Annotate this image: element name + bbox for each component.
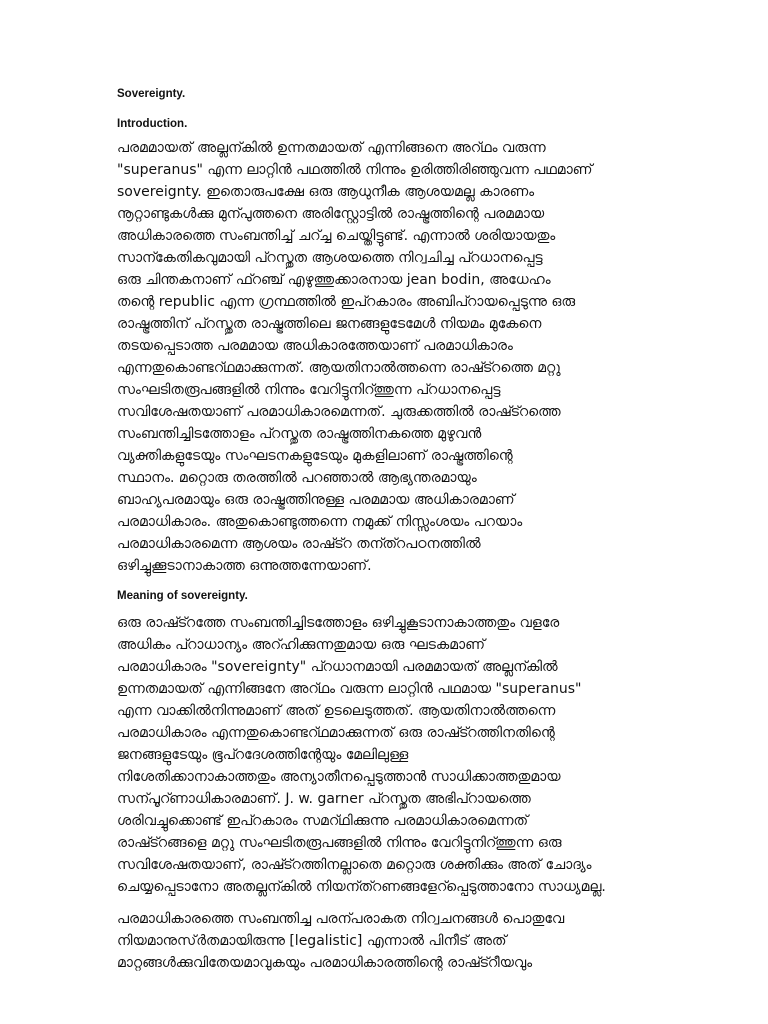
text-line: ശരിവച്ചുക്കൊണ്ട് ഇപ്റകാരം സമറ്ഥിക്കുന്നു പരമാധികാരമെന്നത്: [117, 813, 529, 829]
text-line: സവിശേഷതയാണ്, രാഷ്ട്റത്തിനല്ലാതെ മറ്റൊരു ശക്തിക്കും അത് ചോദ്യം: [117, 857, 592, 873]
text-line: ഉന്നതമായത് എന്നിങ്ങനേ അറ്ഥം വരുന്ന ലാറ്റിൻ പഥമായ "superanus": [117, 681, 582, 697]
text-line: തന്റെ republic എന്ന ഗ്രന്ഥത്തിൽ ഇപ്റകാരം അബിപ്റായപ്പെടുന്നു ഒരു: [117, 294, 576, 310]
document-page: [117, 86, 662, 974]
text-line: നൂറ്റാണ്ടുകൾക്കു മുന്പുത്തനെ അരിസ്റ്റോട്ടിൽ രാഷ്ട്രത്തിന്റെ പരമമായ: [117, 206, 545, 222]
text-line: പരമാധികാരമെന്ന ആശയം രാഷ്ട്റ തന്ത്റപഠനത്തിൽ: [117, 536, 481, 552]
text-line: രാഷ്ട്റങ്ങളെ മറ്റു സംഘടിതരൂപങ്ങളിൽ നിന്നും വേറിട്ടുനിറ്ത്തുന്ന ഒരു: [117, 835, 562, 851]
section-heading-introduction: Introduction.: [117, 118, 188, 130]
text-line: നിയമാനുസ്ർതമായിരുന്നു [legalistic] എന്നാൽ പിനീട് അത്: [117, 933, 507, 949]
text-line: ഒരു രാഷ്ട്റത്തേ സംബന്തിച്ചിടത്തോളം ഒഴിച്ചുകൂടാനാകാത്തതും വളരേ: [117, 615, 560, 631]
text-line: നിശേതിക്കാനാകാത്തതും അന്യാതീനപ്പെടുത്താൻ സാധിക്കാത്തതുമായ: [117, 769, 561, 785]
text-line: പരമാധികാരം. അതുകൊണ്ടുത്തന്നെ നമുക്ക് നിസ്സംശയം പറയാം: [117, 514, 523, 530]
text-line: സവിശേഷതയാണ് പരമാധികാരമെന്നത്. ചുരുക്കത്തിൽ രാഷ്ട്റത്തെ: [117, 404, 561, 420]
text-line: അധികം പ്റാധാന്യം അറ്ഹിക്കുന്നതുമായ ഒരു ഘടകമാണ്: [117, 637, 485, 653]
text-line: സ്ഥാനം. മറ്റൊരു തരത്തിൽ പറഞ്ഞാൽ ആഭ്യന്തരമായും: [117, 470, 477, 486]
text-line: പരമാധികാരം "sovereignty" പ്റധാനമായി പരമമായത് അല്ലന്കിൽ: [117, 659, 558, 675]
text-line: ചെയ്യപ്പെടാനോ അതല്ലന്കിൽ നിയന്ത്റണങ്ങളേറ്പ്പെടുത്താനോ സാധ്യമല്ല.: [117, 879, 606, 895]
text-line: പരമാധികാരം എന്നതുകൊണ്ടറ്ഥമാക്കുന്നത് ഒരു രാഷ്ട്റത്തിനതിന്റെ: [117, 725, 555, 741]
text-line: ഒരു ചിന്തകനാണ് ഫ്റഞ്ച് എഴുത്തുക്കാരനായ jean bodin, അധേഹം: [117, 272, 551, 288]
section-heading-meaning: Meaning of sovereignty.: [117, 590, 248, 602]
text-line: സംഘടിതരൂപങ്ങളിൽ നിന്നും വേറിട്ടുനിറ്ത്തുന്ന പ്റധാനപ്പെട്ട: [117, 382, 501, 398]
text-line: വ്യക്തികളുടേയും സംഘടനകളുടേയും മുകളിലാണ് രാഷ്ട്രത്തിന്റെ: [117, 448, 513, 464]
text-line: "superanus" എന്ന ലാറ്റിൻ പഥത്തിൽ നിന്നും ഉരിത്തിരിഞ്ഞുവന്ന പഥമാണ്: [117, 162, 593, 178]
text-line: മാറ്റങ്ങൾക്കുവിതേയമാവുകയും പരമാധികാരത്തിന്റെ രാഷ്ട്റീയവും: [117, 955, 533, 971]
legalistic-paragraph: [117, 908, 662, 974]
text-line: ഒഴിച്ചുക്കൂടാനാകാത്ത ഒന്നുത്തന്നേയാണ്.: [117, 558, 372, 574]
introduction-paragraph: [117, 137, 662, 577]
document-title: Sovereignty.: [117, 88, 186, 100]
text-line: സാന്കേതികവുമായി പ്റസ്തുത ആശയത്തെ നിറ്വചിച്ച പ്റധാനപ്പെട്ട: [117, 250, 543, 266]
text-line: ബാഹ്യപരമായും ഒരു രാഷ്ട്രത്തിനുള്ള പരമമായ അധികാരമാണ്: [117, 492, 515, 508]
text-line: എന്ന വാക്കിൽനിന്നുമാണ് അത് ഉടലെടുത്തത്. ആയതിനാൽത്തന്നെ: [117, 703, 556, 719]
text-line: സംബന്തിച്ചിടത്തോളം പ്റസ്തുത രാഷ്ട്രത്തിനകത്തെ മുഴുവൻ: [117, 426, 482, 442]
text-line: സന്പൂറ്ണാധികാരമാണ്. J. w. garner പ്റസ്തുത അഭിപ്റായത്തെ: [117, 791, 531, 807]
text-line: തടയപ്പെടാത്ത പരമമായ അധികാരത്തേയാണ് പരമാധികാരം: [117, 338, 513, 354]
text-line: ജനങ്ങളുടേയും ഭൂപ്റദേശത്തിന്റേയും മേലിലുള്ള: [117, 747, 409, 763]
text-line: sovereignty. ഇതൊരുപക്ഷേ ഒരു ആധുനീക ആശയമല്ല കാരണം: [117, 184, 535, 200]
text-line: പരമാധികാരത്തെ സംബന്തിച്ച പരന്പരാകത നിറ്വചനങ്ങൾ പൊതുവേ: [117, 911, 565, 927]
text-line: പരമമായത് അല്ലന്കിൽ ഉന്നതമായത് എന്നിങ്ങനെ അറ്ഥം വരുന്ന: [117, 140, 546, 156]
meaning-paragraph: [117, 612, 662, 898]
text-line: രാഷ്ട്രത്തിന് പ്റസ്തുത രാഷ്ട്രത്തിലെ ജനങ്ങളുടേമേൾ നിയമം മുകേനെ: [117, 316, 542, 332]
text-line: എന്നതുകൊണ്ടറ്ഥമാക്കുന്നത്. ആയതിനാൽത്തന്നെ രാഷ്ട്റത്തെ മറ്റു: [117, 360, 561, 376]
text-line: അധികാരത്തെ സംബന്തിച്ച് ചറ്ച്ച ചെയ്തിട്ടുണ്ട്. എന്നാൽ ശരിയായതും: [117, 228, 556, 244]
